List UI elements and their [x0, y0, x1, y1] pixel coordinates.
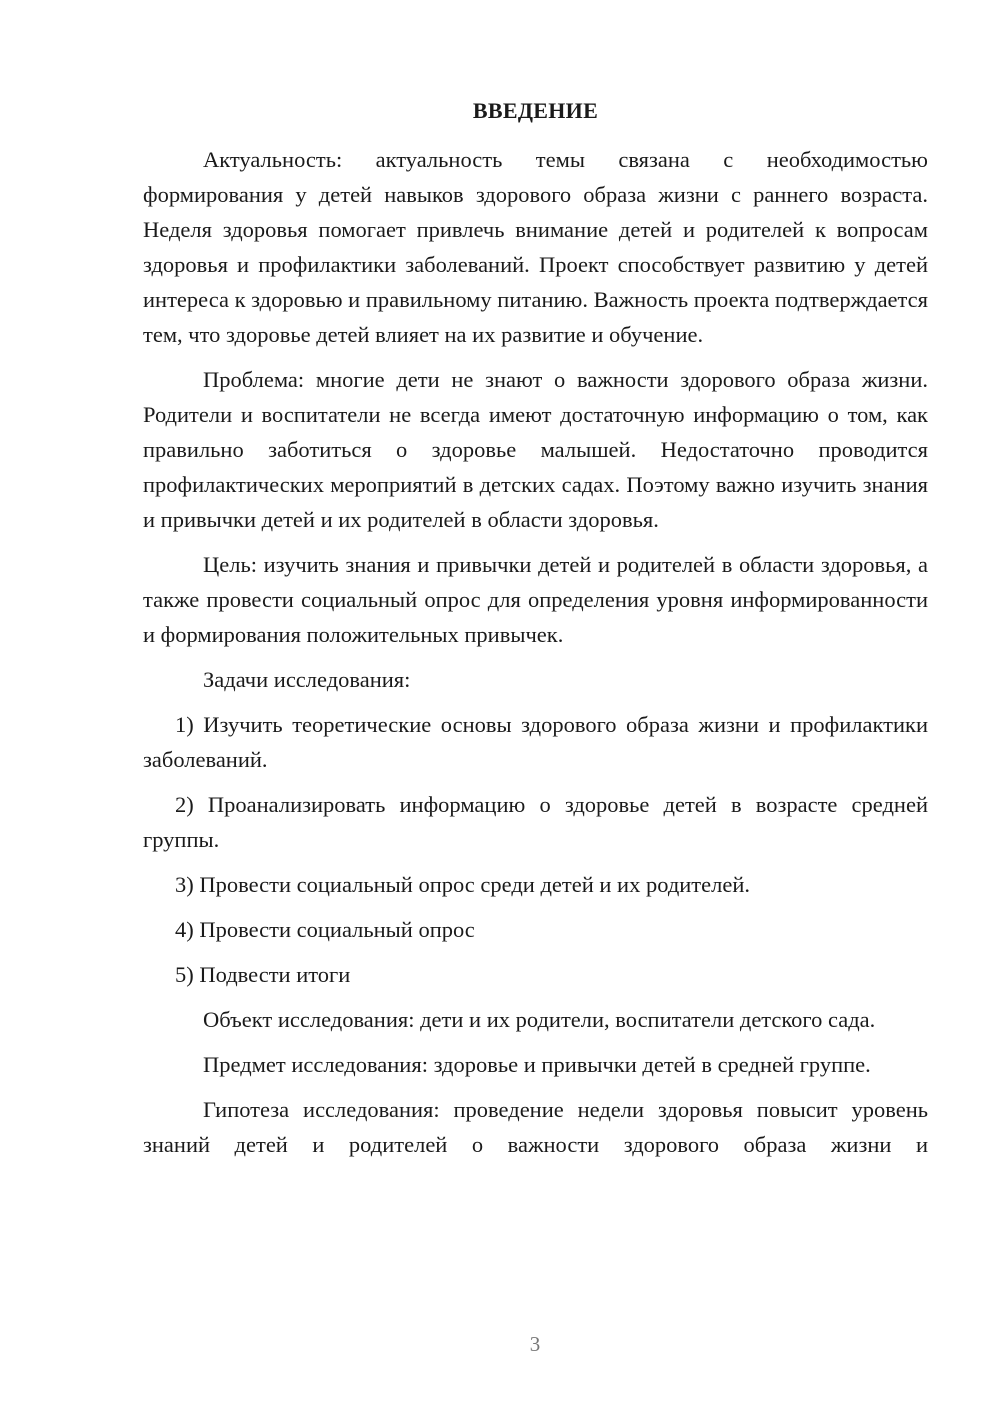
task-item-1: 1) Изучить теоретические основы здорового образа жизни и профилактики заболеваний. [143, 712, 928, 772]
tasks-heading: Задачи исследования: [203, 667, 411, 692]
task-item-3: 3) Провести социальный опрос среди детей и их родителей. [175, 872, 751, 897]
page-number: 3 [529, 1332, 541, 1356]
page-title: ВВЕДЕНИЕ [472, 98, 599, 123]
paragraph-goal: Цель: изучить знания и привычки детей и родителей в области здоровья, а также провести социальный опрос для определения уровня информированности и формирования положительных привычек. [143, 552, 928, 647]
task-item-4: 4) Провести социальный опрос [175, 917, 475, 942]
document-page [143, 96, 928, 1172]
paragraph-object: Объект исследования: дети и их родители, воспитатели детского сада. [203, 1007, 876, 1032]
task-item-2: 2) Проанализировать информацию о здоровье детей в возрасте средней группы. [143, 792, 928, 852]
paragraph-hypothesis: Гипотеза исследования: проведение недели здоровья повысит уровень знаний детей и родителей о важности здорового образа жизни и [143, 1097, 928, 1157]
task-item-5: 5) Подвести итоги [175, 962, 351, 987]
paragraph-problem: Проблема: многие дети не знают о важности здорового образа жизни. Родители и воспитатели не всегда имеют достаточную информацию о том, как правильно заботиться о здоровье малышей. Недостаточно проводится профилактических мероприятий в детских садах. Поэтому важно изучить знания и привычки детей и их родителей в области здоровья. [143, 367, 928, 532]
paragraph-relevance: Актуальность: актуальность темы связана с необходимостью формирования у детей навыков здорового образа жизни с раннего возраста. Неделя здоровья помогает привлечь внимание детей и родителей к вопросам здоровья и профилактики заболеваний. Проект способствует развитию у детей интереса к здоровью и правильному питанию. Важность проекта подтверждается тем, что здоровье детей влияет на их развитие и обучение. [143, 147, 928, 347]
paragraph-subject: Предмет исследования: здоровье и привычки детей в средней группе. [203, 1052, 871, 1077]
